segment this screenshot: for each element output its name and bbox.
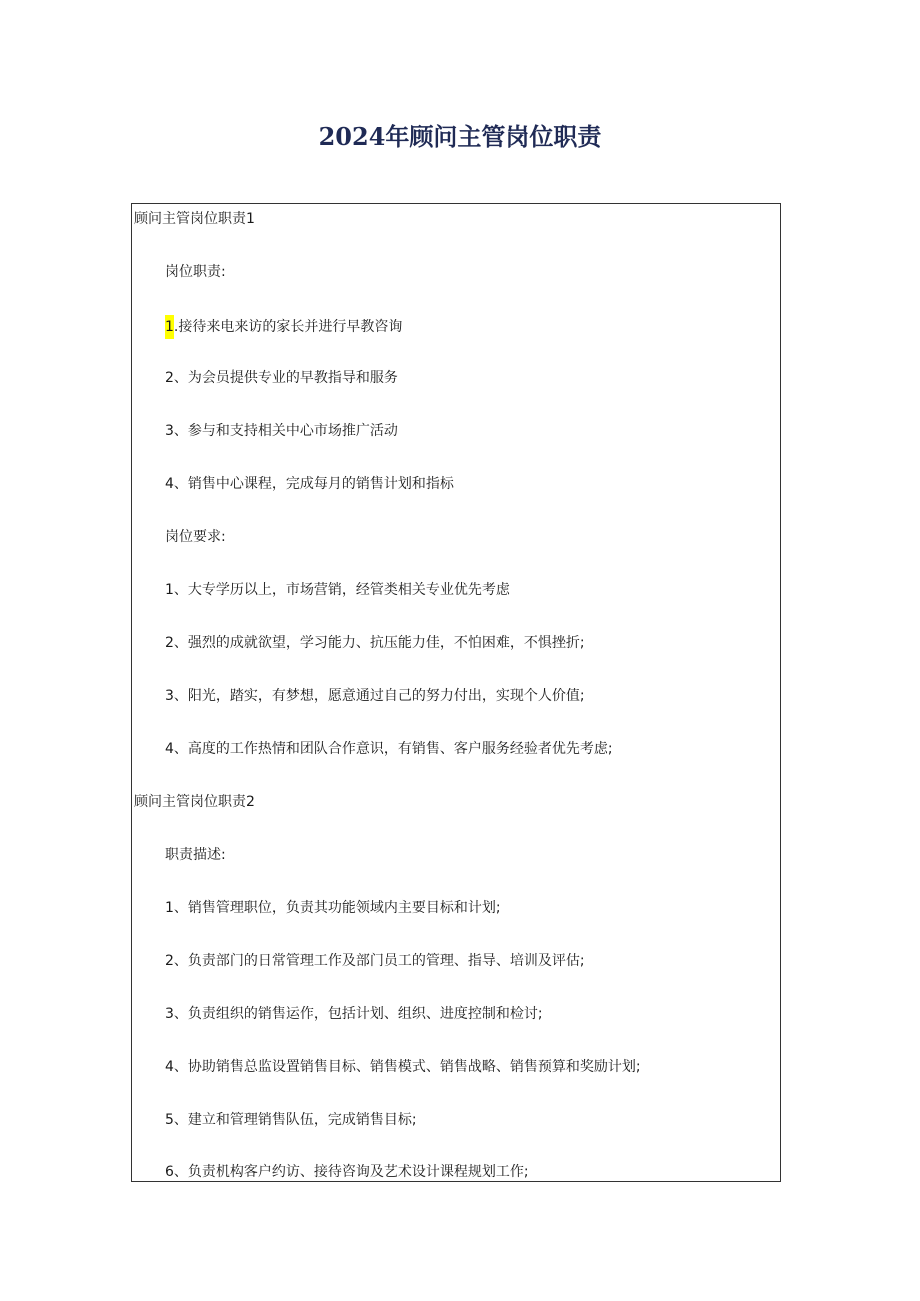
highlighted-number: 1	[165, 315, 174, 339]
section1-duty-item	[165, 315, 402, 339]
document-title: 2024年顾问主管岗位职责	[318, 122, 602, 151]
section2-item: 2、负责部门的日常管理工作及部门员工的管理、指导、培训及评估;	[165, 953, 585, 969]
section1-duty-item: 4、销售中心课程，完成每月的销售计划和指标	[165, 476, 454, 492]
section1-requirement-item: 3、阳光，踏实，有梦想，愿意通过自己的努力付出，实现个人价值;	[165, 688, 585, 704]
section1-requirement-item: 2、强烈的成就欲望，学习能力、抗压能力佳，不怕困难，不惧挫折;	[165, 635, 585, 651]
section2-item: 3、负责组织的销售运作，包括计划、组织、进度控制和检讨;	[165, 1006, 543, 1022]
section1-duty-item: 3、参与和支持相关中心市场推广活动	[165, 423, 398, 439]
section2-item: 5、建立和管理销售队伍，完成销售目标;	[165, 1112, 417, 1128]
section1-requirements-label: 岗位要求:	[165, 529, 226, 545]
section2-item: 4、协助销售总监设置销售目标、销售模式、销售战略、销售预算和奖励计划;	[165, 1059, 641, 1075]
section1-duty-item: 2、为会员提供专业的早教指导和服务	[165, 370, 398, 386]
duty-item-text: .接待来电来访的家长并进行早教咨询	[173, 319, 403, 335]
section2-item: 1、销售管理职位，负责其功能领域内主要目标和计划;	[165, 900, 501, 916]
content-box	[131, 203, 781, 1182]
section1-requirement-item: 4、高度的工作热情和团队合作意识，有销售、客户服务经验者优先考虑;	[165, 741, 613, 757]
section2-description-label: 职责描述:	[165, 847, 226, 863]
section1-requirement-item: 1、大专学历以上，市场营销，经管类相关专业优先考虑	[165, 582, 510, 598]
section1-duties-label: 岗位职责:	[165, 264, 226, 280]
section2-item: 6、负责机构客户约访、接待咨询及艺术设计课程规划工作;	[165, 1164, 529, 1180]
section1-heading: 顾问主管岗位职责1	[134, 211, 255, 227]
section2-heading: 顾问主管岗位职责2	[134, 794, 255, 810]
